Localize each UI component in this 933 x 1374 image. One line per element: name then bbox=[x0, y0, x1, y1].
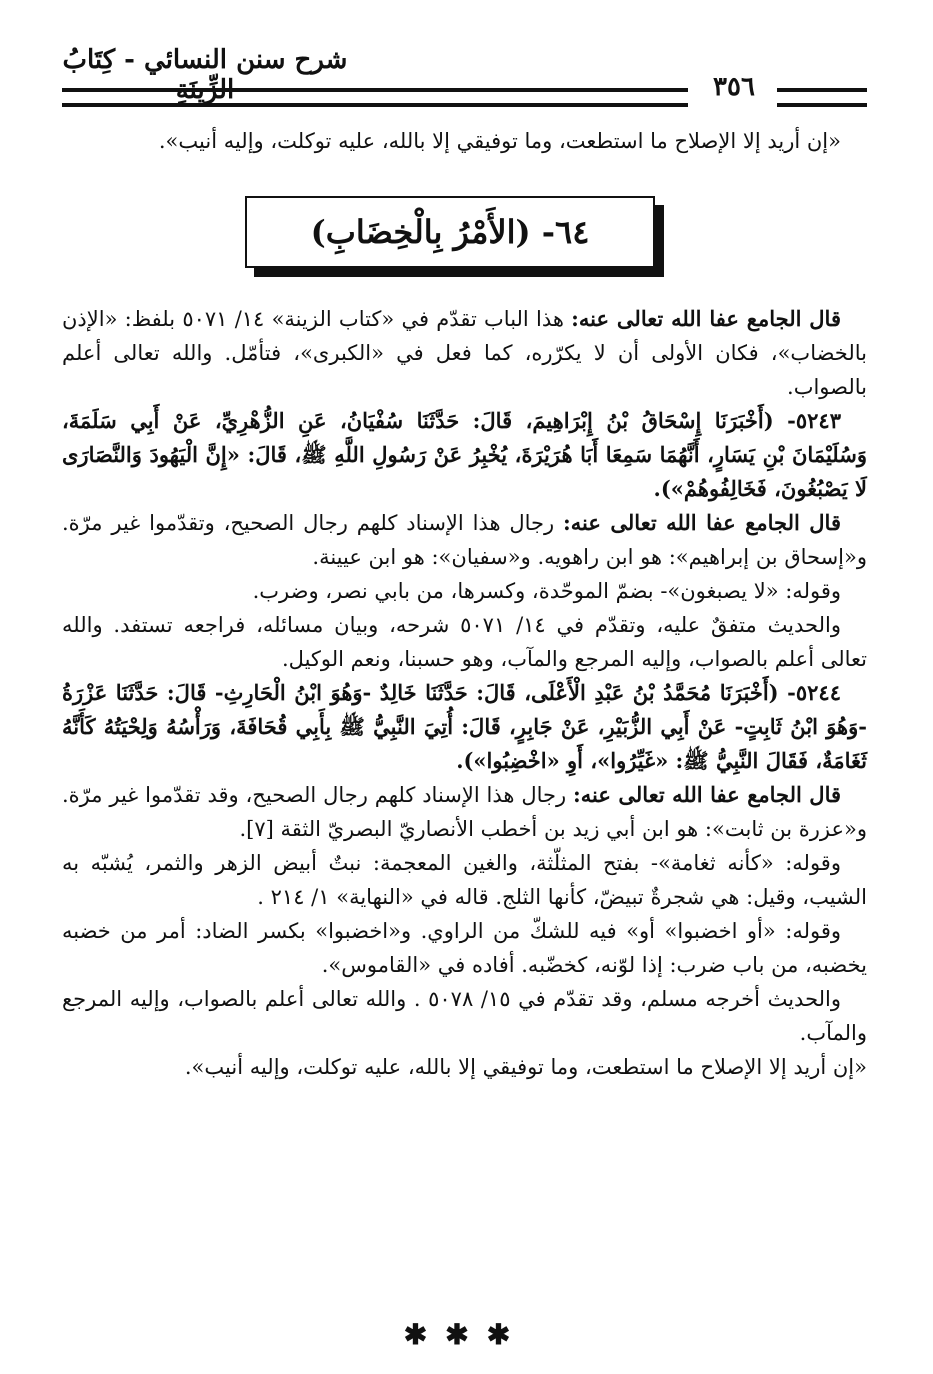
commentary-5244-p4: والحديث أخرجه مسلم، وقد تقدّم في ١٥/ ٥٠٧٨ . والله تعالى أعلم بالصواب، وإليه المرجع والمآب. bbox=[62, 987, 867, 1045]
section1-text: هذا الباب تقدّم في «كتاب الزينة» ١٤/ ٥٠٧١ بلفظ: «الإذن بالخضاب»، فكان الأولى أن لا يكرّره، كما فعل في «الكبرى»، فتأمّل. والله تعالى أعلم بالصواب. bbox=[62, 307, 867, 399]
header-rule-left bbox=[62, 88, 688, 107]
commentary-5244-p1 bbox=[62, 778, 867, 846]
commentary-5243-p3: والحديث متفقٌ عليه، وتقدّم في ١٤/ ٥٠٧١ شرحه، وبيان مسائله، فراجعه تستفد. والله تعالى أعلم بالصواب، وإليه المرجع والمآب، وهو حسبنا، ونعم الوكيل. bbox=[62, 613, 867, 671]
commentary-5244-text: رجال هذا الإسناد كلهم رجال الصحيح، وقد تقدّموا غير مرّة. و«عزرة بن ثابت»: هو ابن أبي زيد بن أخطب الأنصاريّ البصريّ الثقة [٧]. bbox=[62, 783, 867, 841]
header-rule-right bbox=[777, 88, 867, 107]
paragraph-section1 bbox=[62, 302, 867, 404]
main-text bbox=[62, 302, 867, 1084]
compiler-lead: قال الجامع عفا الله تعالى عنه: bbox=[573, 782, 842, 807]
page-number: ٣٥٦ bbox=[713, 72, 755, 102]
commentary-5244-p2: وقوله: «كأنه ثغامة»- بفتح المثلّثة، والغين المعجمة: نبتٌ أبيض الزهر والثمر، يُشبّه به الشيب، وقيل: هي شجرةٌ تبيضّ، كأنها الثلج. قاله في «النهاية» ١/ ٢١٤ . bbox=[62, 851, 867, 909]
commentary-5243-p2: وقوله: «لا يصبغون»- بضمّ الموحّدة، وكسرها، من بابي نصر، وضرب. bbox=[252, 579, 841, 603]
hadith-5243: ٥٢٤٣- (أَخْبَرَنَا إِسْحَاقُ بْنُ إِبْرَاهِيمَ، قَالَ: حَدَّثَنَا سُفْيَانُ، عَنِ الزُّهْرِيِّ، عَنْ أَبِي سَلَمَةَ، وَسُلَيْمَانَ بْنِ يَسَارٍ، أَنَّهُمَا سَمِعَا أَبَا هُرَيْرَةَ، يُخْبِرُ عَنْ رَسُولِ اللَّهِ ﷺ، قَالَ: «إِنَّ الْيَهُودَ وَالنَّصَارَى لَا يَصْبُغُونَ، فَخَالِفُوهُمْ»). bbox=[62, 408, 867, 501]
running-title: شرح سنن النسائي - كِتَابُ الزِّينَةِ bbox=[62, 45, 348, 105]
section-end-stars: ✱✱✱ bbox=[403, 1318, 529, 1351]
closing-quote: «إن أريد إلا الإصلاح ما استطعت، وما توفيقي إلا بالله، عليه توكلت، وإليه أنيب». bbox=[184, 1055, 867, 1079]
chapter-heading: ٦٤- (الأَمْرُ بِالْخِضَابِ) bbox=[310, 213, 590, 251]
compiler-lead: قال الجامع عفا الله تعالى عنه: bbox=[563, 510, 841, 535]
chapter-heading-box bbox=[245, 196, 655, 268]
commentary-5244-p3: وقوله: «أو اخضبوا» أو» فيه للشكّ من الراوي. و«اخضبوا» بكسر الضاد: أمر من خضبه يخضبه، من باب ضرب: إذا لوّنه، كخضّبه. أفاده في «القاموس». bbox=[62, 919, 867, 977]
intro-quote bbox=[62, 124, 867, 158]
compiler-lead: قال الجامع عفا الله تعالى عنه: bbox=[571, 306, 841, 331]
hadith-5244: ٥٢٤٤- (أَخْبَرَنَا مُحَمَّدُ بْنُ عَبْدِ الْأَعْلَى، قَالَ: حَدَّثَنَا خَالِدٌ -وَهُوَ ابْنُ الْحَارِثِ- قَالَ: حَدَّثَنَا عَزْرَةُ -وَهُوَ ابْنُ ثَابِتٍ- عَنْ أَبِي الزُّبَيْرِ، عَنْ جَابِرٍ، قَالَ: أُتِيَ النَّبِيُّ ﷺ بِأَبِي قُحَافَةَ، وَرَأْسُهُ وَلِحْيَتُهُ كَأَنَّهُ ثَغَامَةٌ، فَقَالَ النَّبِيُّ ﷺ: «غَيِّرُوا»، أَوِ «اخْضِبُوا»). bbox=[62, 680, 867, 773]
commentary-5243-text: رجال هذا الإسناد كلهم رجال الصحيح، وتقدّموا غير مرّة. و«إسحاق بن إبراهيم»: هو ابن راهويه. و«سفيان»: هو ابن عيينة. bbox=[62, 511, 867, 569]
commentary-5243-p1 bbox=[62, 506, 867, 574]
intro-line: «إن أريد إلا الإصلاح ما استطعت، وما توفيقي إلا بالله، عليه توكلت، وإليه أنيب». bbox=[158, 129, 841, 153]
